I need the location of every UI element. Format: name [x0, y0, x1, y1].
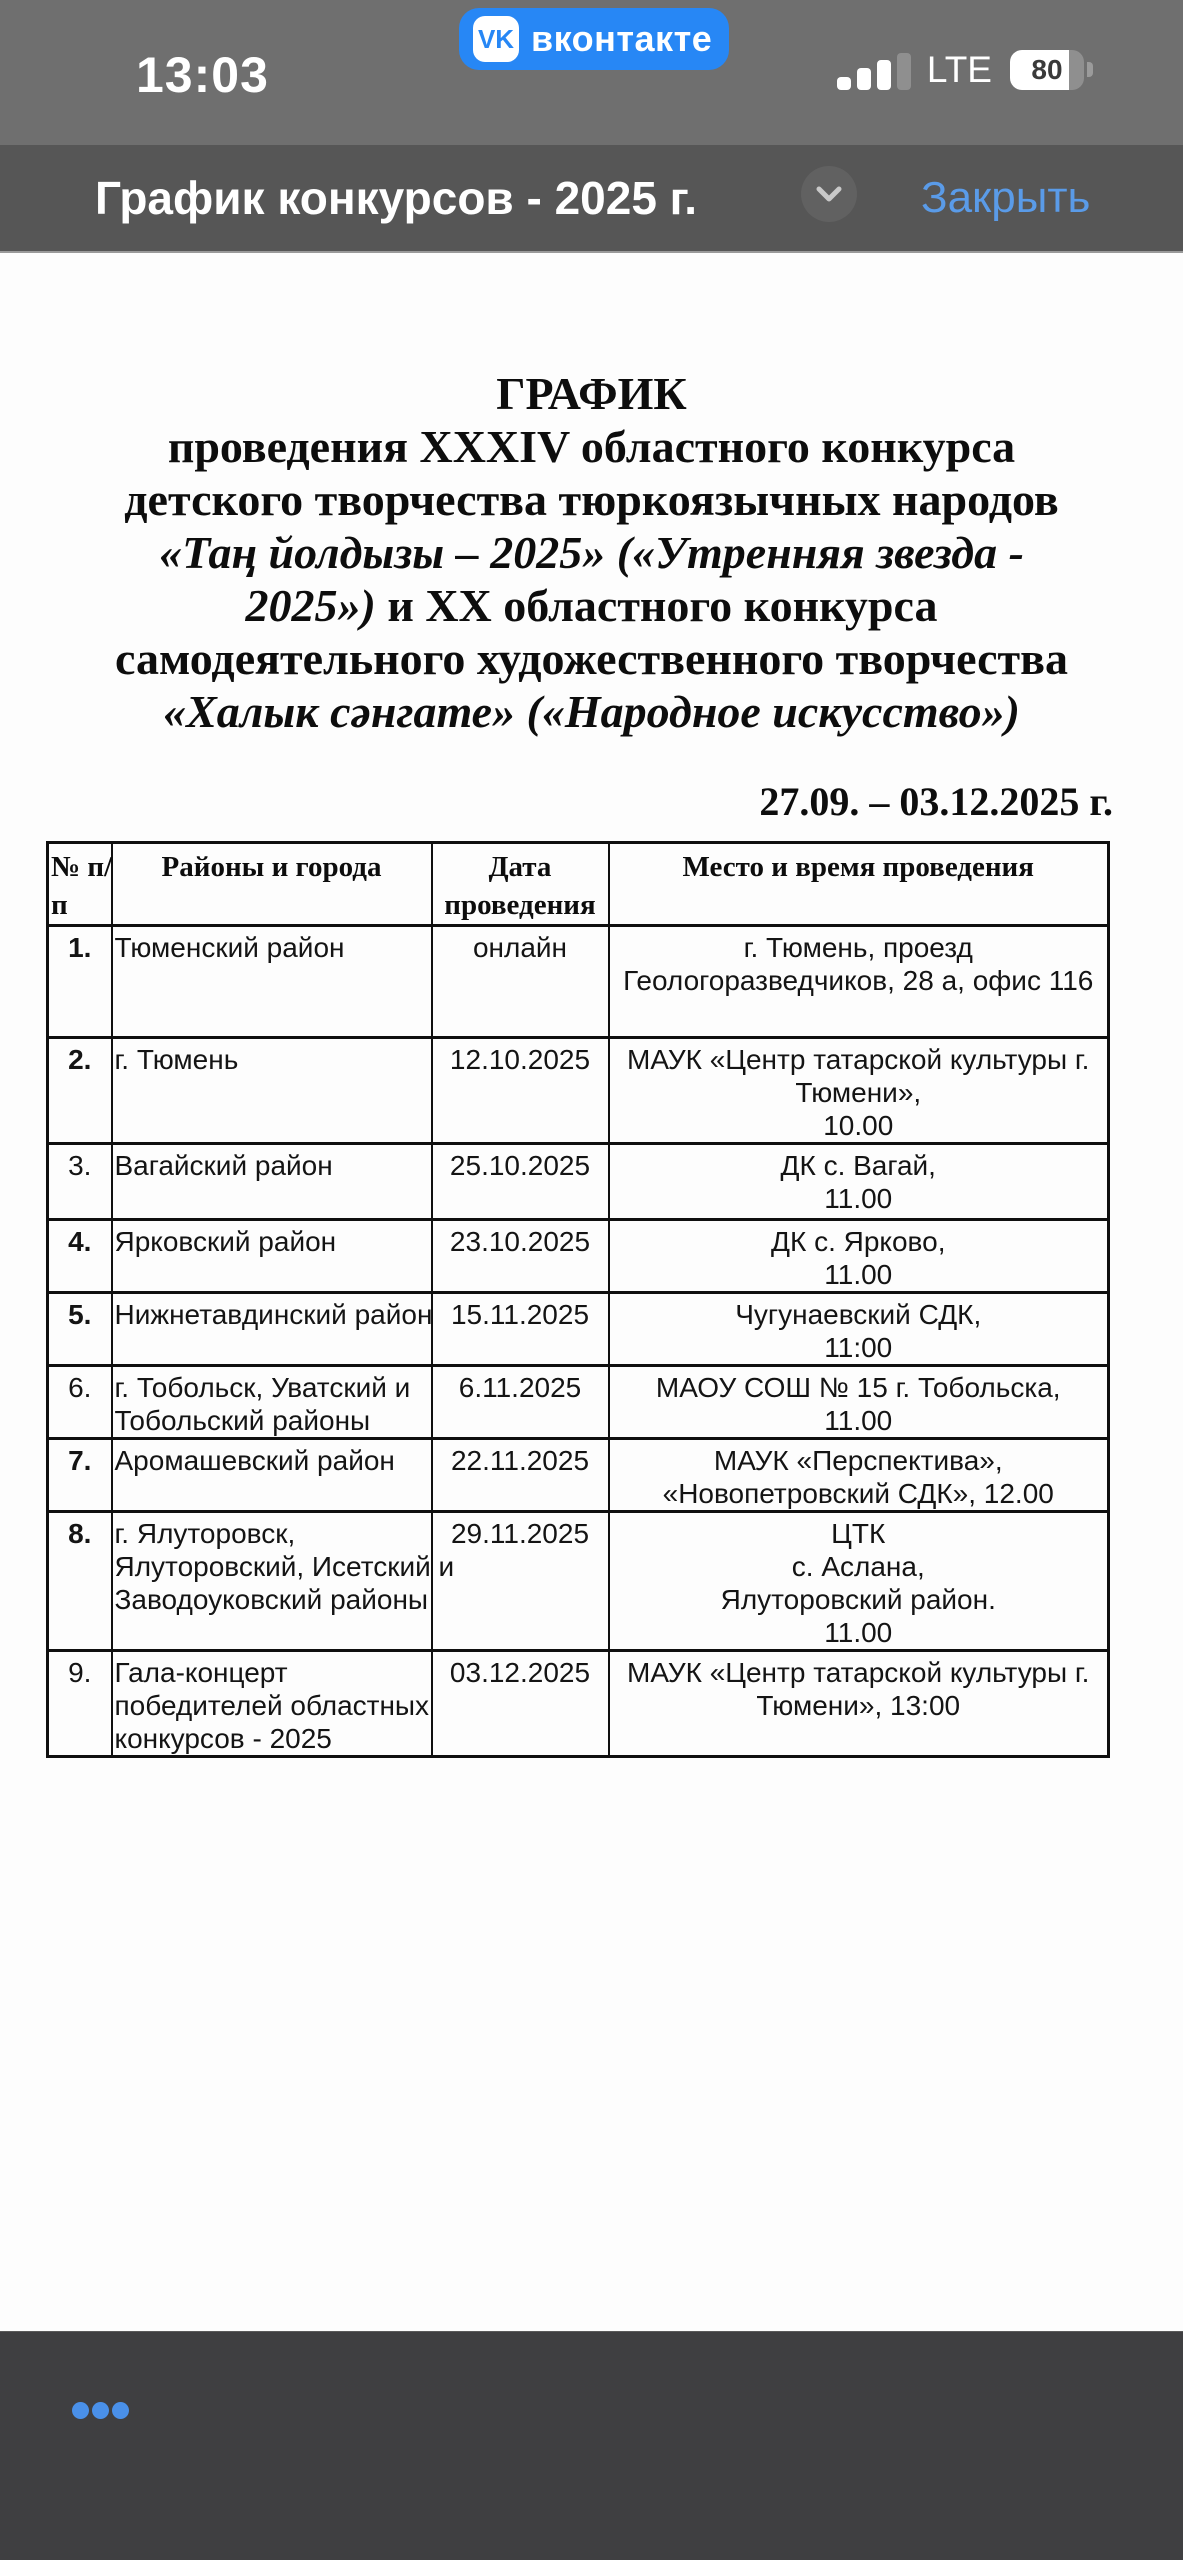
signal-strength-icon: [837, 52, 911, 90]
heading-line: 2025») и ХХ областного конкурса: [245, 580, 938, 631]
document-title-dropdown[interactable]: График конкурсов - 2025 г.: [95, 172, 698, 224]
text-line: г. Ялуторовск,: [114, 1518, 296, 1549]
date-cell: 6.11.2025: [432, 1366, 609, 1439]
place-cell: [609, 1439, 1109, 1512]
date-cell: 23.10.2025: [432, 1220, 609, 1293]
row-number-cell: 7.: [48, 1439, 112, 1512]
text-line: МАУК «Центр татарской культуры г.: [627, 1044, 1090, 1075]
status-time: 13:03: [136, 47, 269, 103]
row-number-cell: 2.: [48, 1038, 112, 1144]
text-line: Заводоуковский районы: [114, 1584, 429, 1615]
region-cell: [112, 1293, 432, 1366]
table-row: [48, 1220, 1109, 1293]
date-cell: онлайн: [432, 926, 609, 1038]
chevron-down-icon[interactable]: [801, 166, 857, 222]
text-line: с. Аслана,: [791, 1551, 925, 1582]
region-cell: [112, 1366, 432, 1439]
date-cell: 29.11.2025: [432, 1512, 609, 1651]
vk-banner[interactable]: [459, 8, 729, 70]
region-cell: [112, 1144, 432, 1220]
status-icons: [837, 48, 1093, 90]
table-row: [48, 1651, 1109, 1757]
place-cell: [609, 1651, 1109, 1757]
text-line: № п/: [51, 851, 113, 883]
text-line: МАУК «Центр татарской культуры г.: [627, 1657, 1090, 1688]
text-line: г. Тобольск, Уватский и: [114, 1372, 411, 1403]
region-cell: [112, 1651, 432, 1757]
text-line: Тюменский район: [114, 932, 345, 963]
region-cell: [112, 1038, 432, 1144]
ellipsis-icon: [72, 2402, 89, 2419]
heading-line: «Таң йолдызы – 2025» («Утренняя звезда -: [159, 527, 1024, 578]
text-line: 11.00: [824, 1259, 893, 1290]
text-line: конкурсов - 2025: [114, 1723, 332, 1754]
heading-line: проведения XXXIV областного конкурса: [167, 421, 1016, 472]
text-line: 11.00: [824, 1617, 893, 1648]
text-line: Тюмени»,: [795, 1077, 922, 1108]
status-bar: [0, 0, 1183, 145]
text-line: г. Тюмень: [114, 1044, 239, 1075]
text-line: Ялуторовский, Исетский и: [114, 1551, 455, 1582]
header-region: Районы и города: [112, 843, 432, 926]
text-line: «Новопетровский СДК», 12.00: [662, 1478, 1054, 1509]
row-number-cell: 8.: [48, 1512, 112, 1651]
region-cell: [112, 926, 432, 1038]
document-navbar: [0, 145, 1183, 253]
date-cell: 12.10.2025: [432, 1038, 609, 1144]
region-cell: [112, 1512, 455, 1651]
date-range: 27.09. – 03.12.2025 г.: [759, 779, 1113, 824]
text-line: Ялуторовский район.: [720, 1584, 996, 1615]
bottom-toolbar: [0, 2331, 1183, 2560]
more-options-button[interactable]: [66, 2396, 135, 2425]
text-line: Аромашевский район: [114, 1445, 395, 1476]
text-line: МАОУ СОШ № 15 г. Тобольска,: [655, 1372, 1061, 1403]
header-place: Место и время проведения: [609, 843, 1109, 926]
place-cell: [609, 1144, 1109, 1220]
text-line: ДК с. Вагай,: [780, 1150, 936, 1181]
table-row: [48, 1038, 1109, 1144]
place-cell: [609, 1293, 1109, 1366]
header-date: [432, 843, 609, 926]
text-line: ДК с. Ярково,: [771, 1226, 946, 1257]
table-row: [48, 1293, 1109, 1366]
battery-icon: [1010, 50, 1084, 90]
heading-line: самодеятельного художественного творчества: [115, 633, 1068, 684]
date-cell: 25.10.2025: [432, 1144, 609, 1220]
table-row: [48, 1439, 1109, 1512]
table-row: [48, 1512, 1109, 1651]
date-cell: 22.11.2025: [432, 1439, 609, 1512]
text-line: Ярковский район: [114, 1226, 337, 1257]
region-cell: [112, 1439, 432, 1512]
place-cell: [609, 1220, 1109, 1293]
row-number-cell: 9.: [48, 1651, 112, 1757]
text-line: п: [51, 889, 68, 921]
row-number-cell: 5.: [48, 1293, 112, 1366]
document-viewer[interactable]: [0, 253, 1183, 2331]
place-cell: [609, 926, 1109, 1038]
network-type-label: LTE: [926, 49, 992, 90]
date-cell: 15.11.2025: [432, 1293, 609, 1366]
text-line: Дата: [488, 851, 552, 883]
text-line: 11:00: [824, 1332, 893, 1363]
battery-nub: [1087, 62, 1093, 77]
text-line: Гала-концерт: [114, 1657, 288, 1688]
text-line: Чугунаевский СДК,: [735, 1299, 982, 1330]
table-row: [48, 926, 1109, 1038]
text-line: г. Тюмень, проезд: [743, 932, 973, 963]
date-cell: 03.12.2025: [432, 1651, 609, 1757]
text-line: Тюмени», 13:00: [756, 1690, 961, 1721]
text-line: победителей областных: [114, 1690, 430, 1721]
document-heading: [0, 367, 1183, 738]
row-number-cell: 6.: [48, 1366, 112, 1439]
region-cell: [112, 1220, 432, 1293]
heading-line: ГРАФИК: [496, 368, 687, 419]
text-line: 10.00: [823, 1110, 894, 1141]
text-line: ЦТК: [831, 1518, 886, 1549]
text-line: Геологоразведчиков, 28 а, офис 116: [623, 965, 1094, 996]
row-number-cell: 1.: [48, 926, 112, 1038]
close-button[interactable]: Закрыть: [921, 173, 1091, 222]
schedule-table: [46, 841, 1110, 1758]
text-line: Тобольский районы: [114, 1405, 371, 1436]
heading-line: «Халык сәнгате» («Народное искусство»): [163, 686, 1020, 737]
table-row: [48, 1144, 1109, 1220]
vk-banner-label: вконтакте: [531, 18, 713, 59]
battery-percent: 80: [1031, 54, 1063, 85]
text-line: 11.00: [824, 1405, 893, 1436]
row-number-cell: 4.: [48, 1220, 112, 1293]
row-number-cell: 3.: [48, 1144, 112, 1220]
table-row: [48, 1366, 1109, 1439]
table-header-row: [48, 843, 1109, 926]
place-cell: [609, 1038, 1109, 1144]
text-line: 11.00: [824, 1183, 893, 1214]
heading-line: детского творчества тюркоязычных народов: [124, 474, 1059, 525]
text-line: проведения: [444, 889, 596, 921]
text-line: МАУК «Перспектива»,: [713, 1445, 1003, 1476]
vk-logo-icon: VK: [473, 16, 519, 62]
text-line: Нижнетавдинский район: [114, 1299, 433, 1330]
place-cell: [609, 1512, 1109, 1651]
place-cell: [609, 1366, 1109, 1439]
header-number: [48, 843, 112, 926]
text-line: Вагайский район: [114, 1150, 333, 1181]
